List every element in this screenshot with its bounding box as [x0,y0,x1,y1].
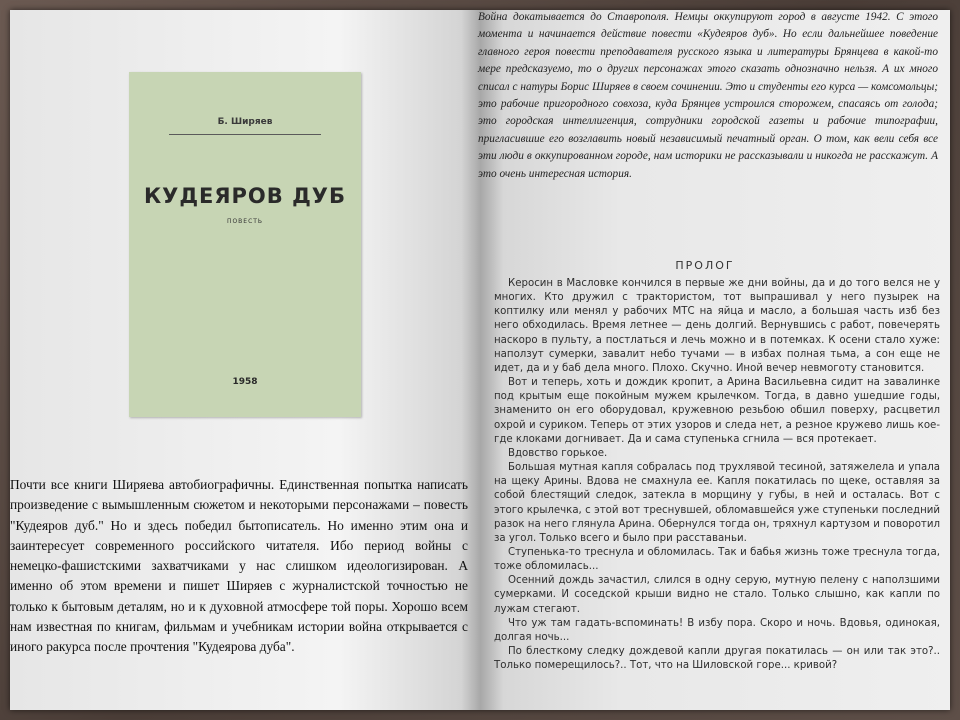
prolog-heading: ПРОЛОГ [675,259,735,272]
prolog-paragraph: По блесткому следку дождевой капли другая покатилась — он или так это?.. Только померещилось?.. Тот, что на Шиловской горе... кривой? [494,646,940,672]
prolog-text [494,277,940,673]
left-description-text: Почти все книги Ширяева автобиографичны. Единственная попытка написать произведение с вымышленным сюжетом и некоторыми персонажами – повесть "Кудеяров дуб." Но и здесь победил бытописатель. Но именно этим она и заинтересует современного российского читателя. Ибо период войны с немецко-фашистскими захватчиками у нас слишком идеологизирован. А именно об этом времени и пишет Ширяев с журналистской точностью не только к бытовым деталям, но и к духовной атмосфере той поры. Хорошо всем нам известная по книгам, фильмам и учебникам истории война открывается с иного ракурса после прочтения "Кудеярова дуба". [10,477,468,655]
prolog-paragraph: Осенний дождь зачастил, слился в одну серую, мутную пелену с наползшими сумерками. И соседской крыши видно не стало. Только слышно, как капли по лужам стегают. [494,575,940,615]
prolog-paragraph: Что уж там гадать-вспоминать! В избу пора. Скоро и ночь. Вдовья, одинокая, долгая ночь... [494,617,940,643]
prolog-paragraph: Вдовство горькое. [508,447,608,459]
left-page [10,10,480,710]
prolog-paragraph: Ступенька-то треснула и обломилась. Так и бабья жизнь тоже треснула тогда, тоже обломилась... [494,546,940,573]
book-cover-image [129,72,361,417]
cover-year: 1958 [232,377,258,387]
cover-title: КУДЕЯРОВ ДУБ [143,184,347,208]
prolog-paragraph: Большая мутная капля собралась под трухлявой тесиной, затяжелела и упала на щеку Арины. Вдова не смахнула ее. Капля покатилась по щеке, оставляя за собой блестящий следок, затекла в морщину у губы, в ней и осталась. Вот с этого крылечка, с этой вот треснувшей, обломавшейся уже ступеньки последний разок на него глянула Арина. Обернулся тогда он, тряхнул картузом и поворотил за угол. Только всего и было при расставаньи. [494,462,940,544]
prolog-paragraph: Вот и теперь, хоть и дождик кропит, а Арина Васильевна сидит на завалинке под крытым еще покойным мужем крылечком. Тогда, в давно ушедшие годы, знаменито он его оборудовал, кружевною резьбою обшил поверху, расцветил охрой и суриком. Теперь от этих узоров и следа нет, а резное кружево лишь кое-где клоками догнивает. Да и сама ступенька сгнила — вся протекает. [494,377,940,445]
cover-rule [169,134,321,135]
prolog-paragraph: Керосин в Масловке кончился в первые же дни войны, да и до того велся не у многих. Кто дружил с трактористом, тот выпрашивал у него пузырек на коптилку или менял у рабочих МТС на яйца и масло, а большая часть изб без него обходилась. Время летнее — день долгий. Вернувшись с работ, повечерять наскоро в пульту, а постлаться и лечь можно и в потемках. К осени стало хуже: наползут сумерки, завалит небо тучами — в избах полная тьма, а сон еще не идет, да и у баб дела много. Плохо. Скучно. Иной вечер невмоготу становится. [494,278,940,374]
cover-author: Б. Ширяев [217,117,273,127]
right-intro-text: Война докатывается до Ставрополя. Немцы оккупируют город в августе 1942. С этого момента и начинается действие повести «Кудеяров дуб». Но если дальнейшее поведение главного героя повести преподавателя русского языка и литературы Брянцева в какой-то мере предсказуемо, то о других персонажах этого сказать однозначно нельзя. А их много списал с натуры Борис Ширяев в своем сочинении. Это и студенты его курса — комсомольцы; это рабочие пригородного совхоза, куда Брянцев устроился сторожем, спасаясь от голода; это городская интеллигенция, сотрудники городской газеты и рабочие типографии, пригласившие его возглавить новый независимый печатный орган. О том, как вели себя все эти люди в оккупированном городе, нам историки не рассказывали и никогда не расскажут. А это очень интересная история. [478,11,938,180]
cover-subtitle: ПОВЕСТЬ [226,218,264,225]
